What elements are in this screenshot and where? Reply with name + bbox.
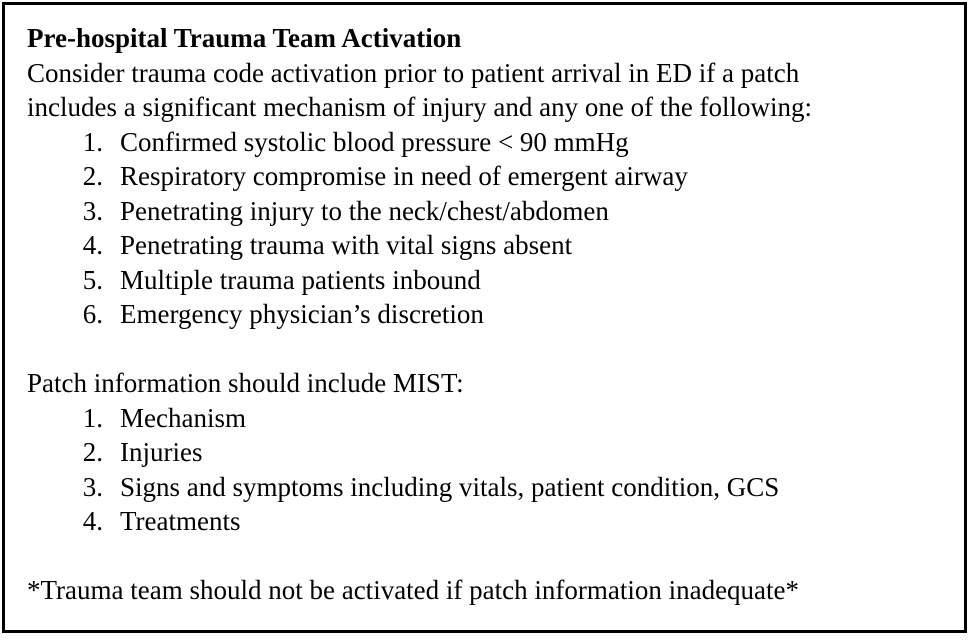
criteria-number: 4. bbox=[82, 230, 103, 260]
section-spacer bbox=[27, 539, 954, 574]
mist-text: Injuries bbox=[120, 437, 203, 467]
section-spacer bbox=[27, 332, 954, 367]
criteria-item bbox=[27, 159, 954, 194]
criteria-text: Emergency physician’s discretion bbox=[120, 299, 484, 329]
mist-number: 1. bbox=[82, 402, 103, 433]
mist-list bbox=[27, 401, 954, 539]
criteria-number: 3. bbox=[82, 195, 103, 226]
mist-number: 2. bbox=[82, 437, 103, 467]
criteria-item bbox=[27, 263, 954, 298]
criteria-text: Penetrating injury to the neck/chest/abdomen bbox=[120, 195, 609, 226]
protocol-box bbox=[2, 2, 967, 633]
mist-item bbox=[27, 504, 954, 539]
criteria-text: Confirmed systolic blood pressure < 90 mmHg bbox=[120, 126, 629, 157]
activation-criteria-list bbox=[27, 125, 954, 332]
protocol-content bbox=[27, 21, 954, 608]
criteria-number: 5. bbox=[82, 264, 103, 295]
criteria-text: Penetrating trauma with vital signs absent bbox=[120, 230, 573, 260]
mist-item bbox=[27, 470, 954, 505]
criteria-item bbox=[27, 125, 954, 160]
mist-text: Treatments bbox=[120, 506, 241, 536]
mist-number: 3. bbox=[82, 471, 103, 502]
criteria-text: Respiratory compromise in need of emergent airway bbox=[120, 161, 688, 191]
mist-number: 4. bbox=[82, 506, 103, 536]
mist-text: Signs and symptoms including vitals, patient condition, GCS bbox=[120, 471, 780, 502]
intro-line-1: Consider trauma code activation prior to patient arrival in ED if a patch bbox=[27, 57, 800, 88]
criteria-text: Multiple trauma patients inbound bbox=[120, 264, 481, 295]
criteria-item bbox=[27, 194, 954, 229]
criteria-number: 6. bbox=[82, 299, 103, 329]
criteria-item bbox=[27, 297, 954, 332]
protocol-title: Pre-hospital Trauma Team Activation bbox=[27, 23, 462, 53]
criteria-item bbox=[27, 228, 954, 263]
mist-heading: Patch information should include MIST: bbox=[27, 368, 464, 398]
footer-note: *Trauma team should not be activated if patch information inadequate* bbox=[27, 575, 800, 605]
criteria-number: 1. bbox=[82, 126, 103, 157]
mist-item bbox=[27, 435, 954, 470]
mist-text: Mechanism bbox=[120, 402, 246, 433]
mist-item bbox=[27, 401, 954, 436]
criteria-number: 2. bbox=[82, 161, 103, 191]
intro-line-2: includes a significant mechanism of injury and any one of the following: bbox=[27, 92, 813, 122]
